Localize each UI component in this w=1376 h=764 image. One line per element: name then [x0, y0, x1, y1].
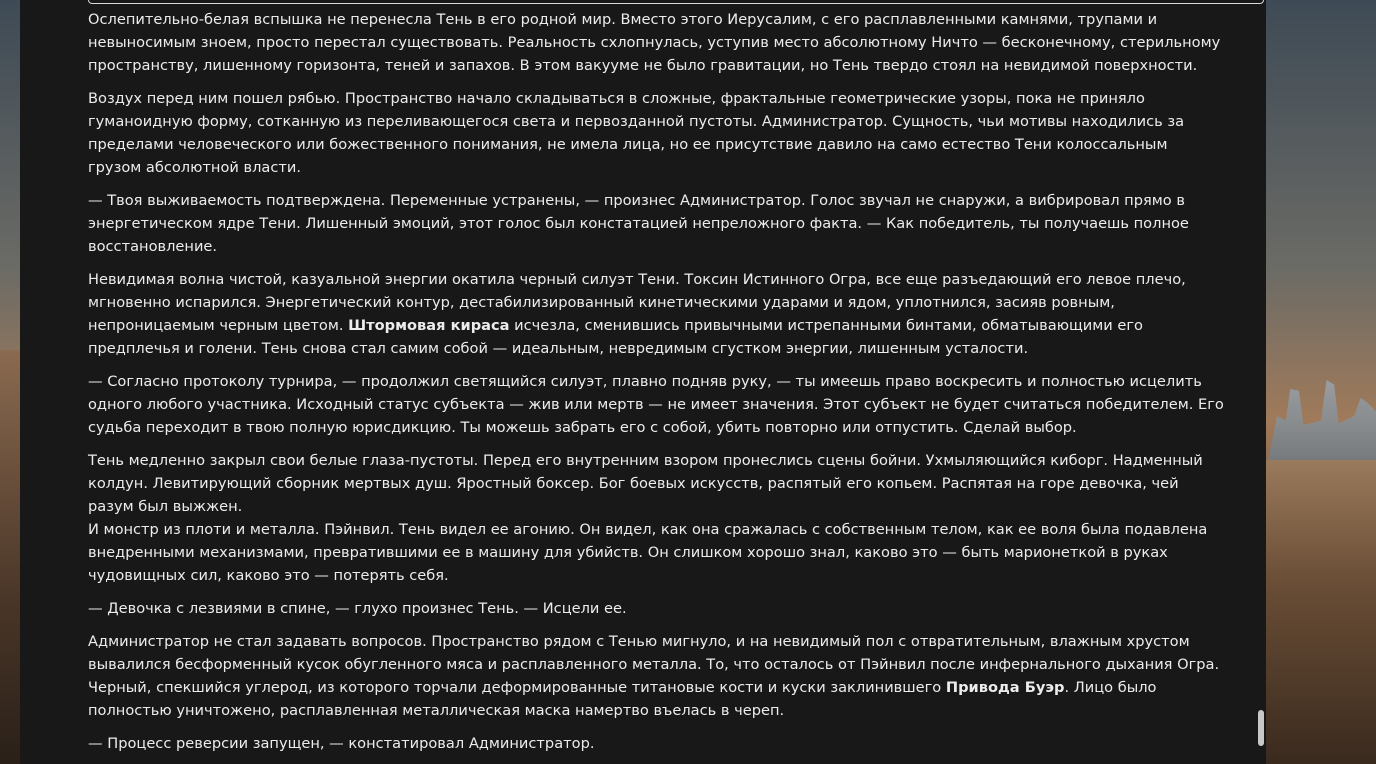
- paragraph-text: — Согласно протоколу турнира, — продолжил светящийся силуэт, плавно подняв руку, — ты имеешь право воскресить и полностью исцелить одного любого участника. Исходный статус субъекта — жив или мертв — не имеет значения. Этот субъект не будет считаться победителем. Его судьба переходит в твою полную юрисдикцию. Ты можешь забрать его с собой, убить повторно или отпустить. Сделай выбор.: [88, 373, 1224, 436]
- paragraph-text: . Лицо было полностью уничтожено, расплавленная металлическая маска намертво въелась в череп.: [88, 679, 1157, 719]
- background-landscape-right: [1266, 460, 1376, 764]
- bold-term: Штормовая кираса: [348, 317, 510, 334]
- story-paragraph: [88, 268, 1224, 360]
- paragraph-text: Воздух перед ним пошел рябью. Пространство начало складываться в сложные, фрактальные геометрические узоры, пока не приняло гуманоидную форму, сотканную из переливающегося света и первозданной пустоты. Администратор. Сущность, чьи мотивы находились за пределами человеческого или божественного понимания, не имела лица, но ее присутствие давило на само естество Тени колоссальным грузом абсолютной власти.: [88, 90, 1185, 176]
- paragraph-text: — Девочка с лезвиями в спине, — глухо произнес Тень. — Исцели ее.: [88, 600, 627, 617]
- background-ruins: [1266, 380, 1376, 470]
- story-paragraph: [88, 370, 1224, 439]
- story-paragraph: [88, 449, 1224, 587]
- story-paragraph: [88, 597, 1224, 620]
- background-landscape-left: [0, 350, 20, 764]
- story-text: [88, 8, 1224, 764]
- paragraph-text: Невидимая волна чистой, казуальной энергии окатила черный силуэт Тени. Токсин Истинного Огра, все еще разъедающий его левое плечо, мгновенно испарился. Энергетический контур, дестабилизированный кинетическими ударами и ядом, уплотнился, засияв ровным, непроницаемым черным цветом.: [88, 271, 1186, 334]
- paragraph-text: исчезла, сменившись привычными истрепанными бинтами, обматывающими его предплечья и голени. Тень снова стал самим собой — идеальным, невредимым сгустком энергии, лишенным усталости.: [88, 317, 1143, 357]
- paragraph-text: Администратор не стал задавать вопросов. Пространство рядом с Тенью мигнуло, и на невидимый пол с отвратительным, влажным хрустом вывалился бесформенный кусок обугленного мяса и расплавленного металла. То, что осталось от Пэйнвил после инфернального дыхания Огра. Черный, спекшийся углерод, из которого торчали деформированные титановые кости и куски заклинившего: [88, 633, 1220, 696]
- paragraph-text: Тень медленно закрыл свои белые глаза-пустоты. Перед его внутренним взором пронеслись сцены бойни. Ухмыляющийся киборг. Надменный колдун. Левитирующий сборник мертвых душ. Яростный боксер. Бог боевых искусств, распятый его копьем. Распятая на горе девочка, чей разум был выжжен. И монстр из плоти и металла. Пэйнвил. Тень видел ее агонию. Он видел, как она сражалась с собственным телом, как ее воля была подавлена внедренными механизмами, превратившими ее в машину для убийств. Он слишком хорошо знал, каково это — быть марионеткой в руках чудовищных сил, каково это — потерять себя.: [88, 452, 1208, 584]
- story-paragraph: [88, 8, 1224, 77]
- story-paragraph: [88, 189, 1224, 258]
- scroll-thumb[interactable]: [1258, 710, 1264, 746]
- paragraph-text: Ослепительно-белая вспышка не перенесла Тень в его родной мир. Вместо этого Иерусалим, с его расплавленными камнями, трупами и невыносимым зноем, просто перестал существовать. Реальность схлопнулась, уступив место абсолютному Ничто — бесконечному, стерильному пространству, лишенному горизонта, теней и запахов. В этом вакууме не было гравитации, но Тень твердо стоял на невидимой поверхности.: [88, 11, 1221, 74]
- scrollbar[interactable]: [1256, 0, 1266, 764]
- bold-term: Привода Буэр: [945, 679, 1065, 696]
- story-paragraph: [88, 630, 1224, 722]
- paragraph-text: — Твоя выживаемость подтверждена. Переменные устранены, — произнес Администратор. Голос звучал не снаружи, а вибрировал прямо в энергетическом ядре Тени. Лишенный эмоций, этот голос был констатацией непреложного факта. — Как победитель, ты получаешь полное восстановление.: [88, 192, 1189, 255]
- reader-panel: [20, 0, 1266, 764]
- paragraph-text: — Процесс реверсии запущен, — констатировал Администратор.: [88, 735, 595, 752]
- story-paragraph: [88, 732, 1224, 755]
- story-paragraph: [88, 87, 1224, 179]
- previous-block-edge: [88, 0, 1264, 4]
